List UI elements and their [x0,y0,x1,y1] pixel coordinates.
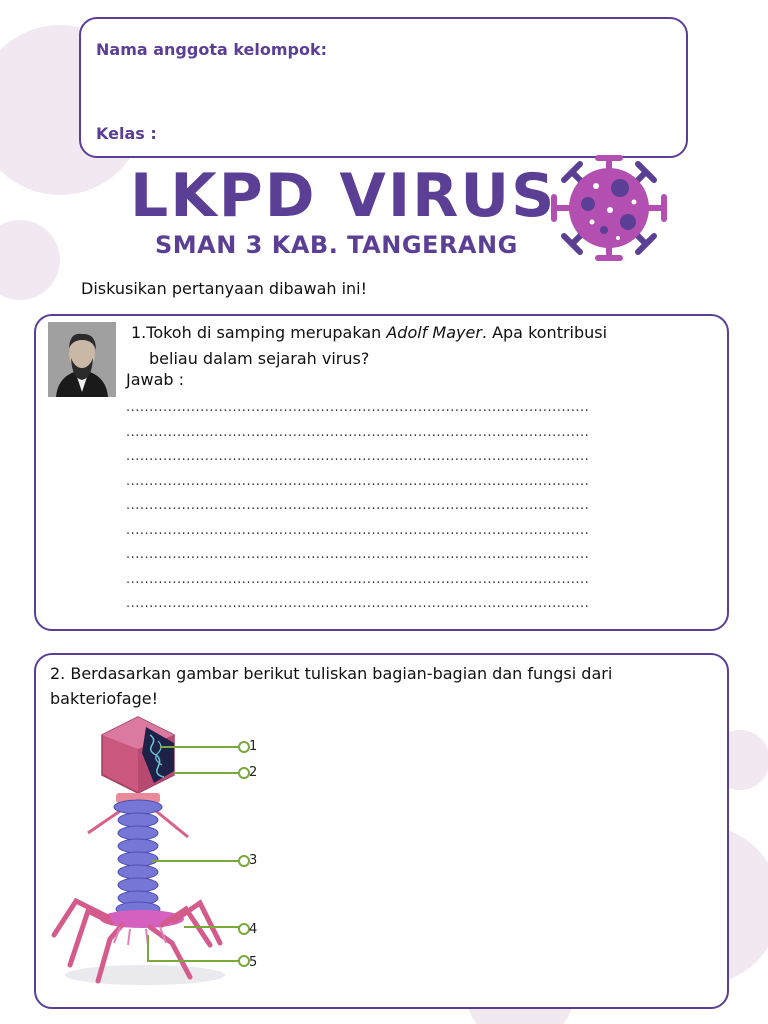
question-2-box [34,653,729,1009]
answer-line[interactable]: .................................................................................................... [126,522,590,538]
question-2-text-b: bakteriofage! [50,689,159,708]
phage-label-5: 5 [249,955,258,970]
answer-line[interactable]: .................................................................................................... [126,400,590,415]
answer-lines[interactable] [126,396,716,617]
group-members-label: Nama anggota kelompok: [96,40,328,59]
virus-icon [548,152,670,264]
phage-label-4: 4 [249,922,258,937]
question-1-text-c: beliau dalam sejarah virus? [149,349,370,368]
question-2-text-a: 2. Berdasarkan gambar berikut tuliskan bagian-bagian dan fungsi dari [50,664,613,683]
phage-label-3: 3 [249,853,258,868]
question-1-text-b: . Apa kontribusi [481,323,608,342]
question-1-figure-name: Adolf Mayer [386,323,482,342]
phage-label-1: 1 [249,739,258,754]
question-1-text-a: Tokoh di samping merupakan [146,323,387,342]
answer-line[interactable]: .................................................................................................... [126,498,590,513]
group-info-box [79,17,688,158]
answer-line[interactable]: .................................................................................................... [126,596,590,611]
school-name: SMAN 3 KAB. TANGERANG [155,231,518,259]
instruction-text: Diskusikan pertanyaan dibawah ini! [81,279,368,298]
page-title: LKPD VIRUS [130,161,557,231]
answer-line[interactable]: .................................................................................................... [126,571,590,587]
answer-line[interactable]: .................................................................................................... [126,424,590,440]
answer-line[interactable]: .................................................................................................... [126,547,590,562]
question-1-box [34,314,729,631]
question-1-number: 1. [131,323,147,342]
answer-line[interactable]: .................................................................................................... [126,449,590,464]
class-label: Kelas : [96,124,157,143]
phage-label-2: 2 [249,765,258,780]
answer-line[interactable]: .................................................................................................... [126,473,590,489]
answer-label: Jawab : [126,370,185,389]
question-1-text [131,320,607,346]
adolf-mayer-portrait [48,322,116,397]
